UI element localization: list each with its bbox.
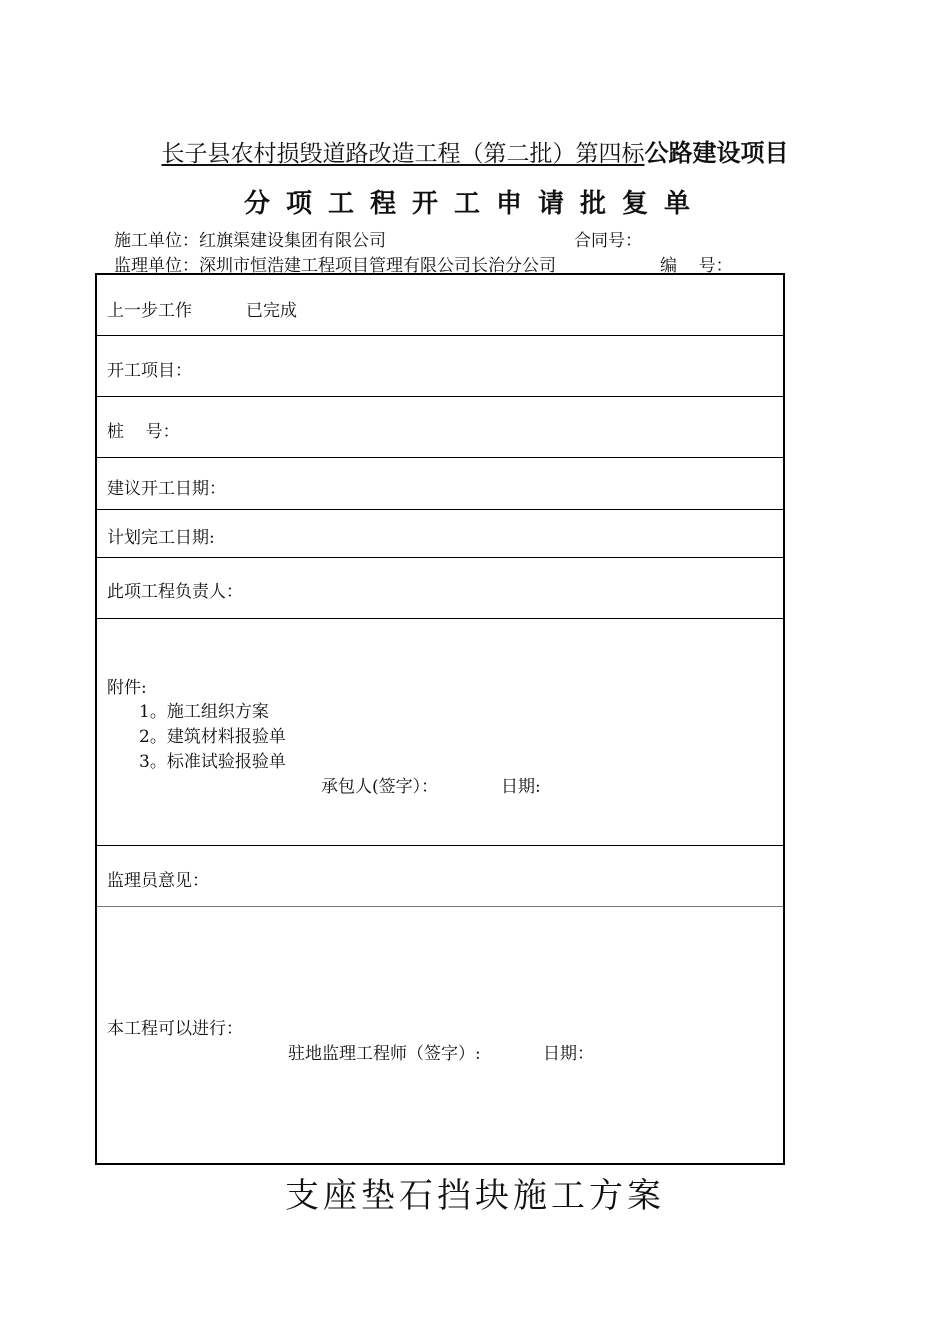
contract-no-label: 合同号： bbox=[574, 231, 642, 251]
start-item-label: 开工项目： bbox=[107, 361, 192, 381]
supervisor-opinion-label: 监理员意见： bbox=[107, 871, 209, 891]
previous-step-value: 已完成 bbox=[246, 301, 297, 321]
serial-no-label: 编 号： bbox=[660, 256, 733, 276]
document-title bbox=[0, 133, 950, 168]
contractor-line bbox=[114, 226, 386, 251]
proposed-start-label: 建议开工日期： bbox=[107, 479, 226, 499]
person-in-charge-label: 此项工程负责人： bbox=[107, 582, 243, 602]
engineer-sign-label: 驻地监理工程师（签字）: bbox=[288, 1044, 481, 1064]
contractor-sign-label: 承包人(签字）： bbox=[321, 777, 439, 797]
row-start-item bbox=[97, 336, 783, 397]
attachment-item: 2。建筑材料报验单 bbox=[139, 727, 286, 747]
approval-text: 本工程可以进行： bbox=[107, 1019, 243, 1039]
contractor-value: 红旗渠建设集团有限公司 bbox=[199, 231, 386, 251]
engineer-date-label: 日期： bbox=[543, 1044, 594, 1064]
row-approval bbox=[97, 907, 783, 1163]
row-pile-no bbox=[97, 397, 783, 458]
row-proposed-start bbox=[97, 458, 783, 510]
contractor-date-label: 日期: bbox=[501, 777, 541, 797]
plan-title: 支座垫石挡块施工方案 bbox=[285, 1176, 665, 1216]
previous-step-label: 上一步工作 bbox=[107, 301, 192, 321]
planned-finish-label: 计划完工日期: bbox=[107, 528, 215, 548]
row-planned-finish bbox=[97, 510, 783, 558]
row-person-in-charge bbox=[97, 558, 783, 619]
row-supervisor-opinion bbox=[97, 846, 783, 907]
attachment-item: 1。施工组织方案 bbox=[139, 702, 269, 722]
form-subtitle: 分项工程开工申请批复单 bbox=[243, 189, 706, 219]
approval-form-table bbox=[95, 273, 785, 1165]
row-attachments bbox=[97, 619, 783, 846]
row-previous-step bbox=[97, 275, 783, 336]
title-project-name: 长子县农村损毁道路改造工程（第二批）第四标 bbox=[161, 141, 645, 167]
supervisor-label: 监理单位： bbox=[114, 256, 199, 276]
contractor-label: 施工单位： bbox=[114, 231, 199, 251]
supervisor-value: 深圳市恒浩建工程项目管理有限公司长治分公司 bbox=[199, 256, 556, 276]
pile-no-label: 桩 号： bbox=[107, 422, 180, 442]
attachment-item: 3。标准试验报验单 bbox=[139, 752, 286, 772]
attachments-label: 附件: bbox=[107, 678, 147, 698]
title-project-type: 公路建设项目 bbox=[644, 139, 789, 167]
